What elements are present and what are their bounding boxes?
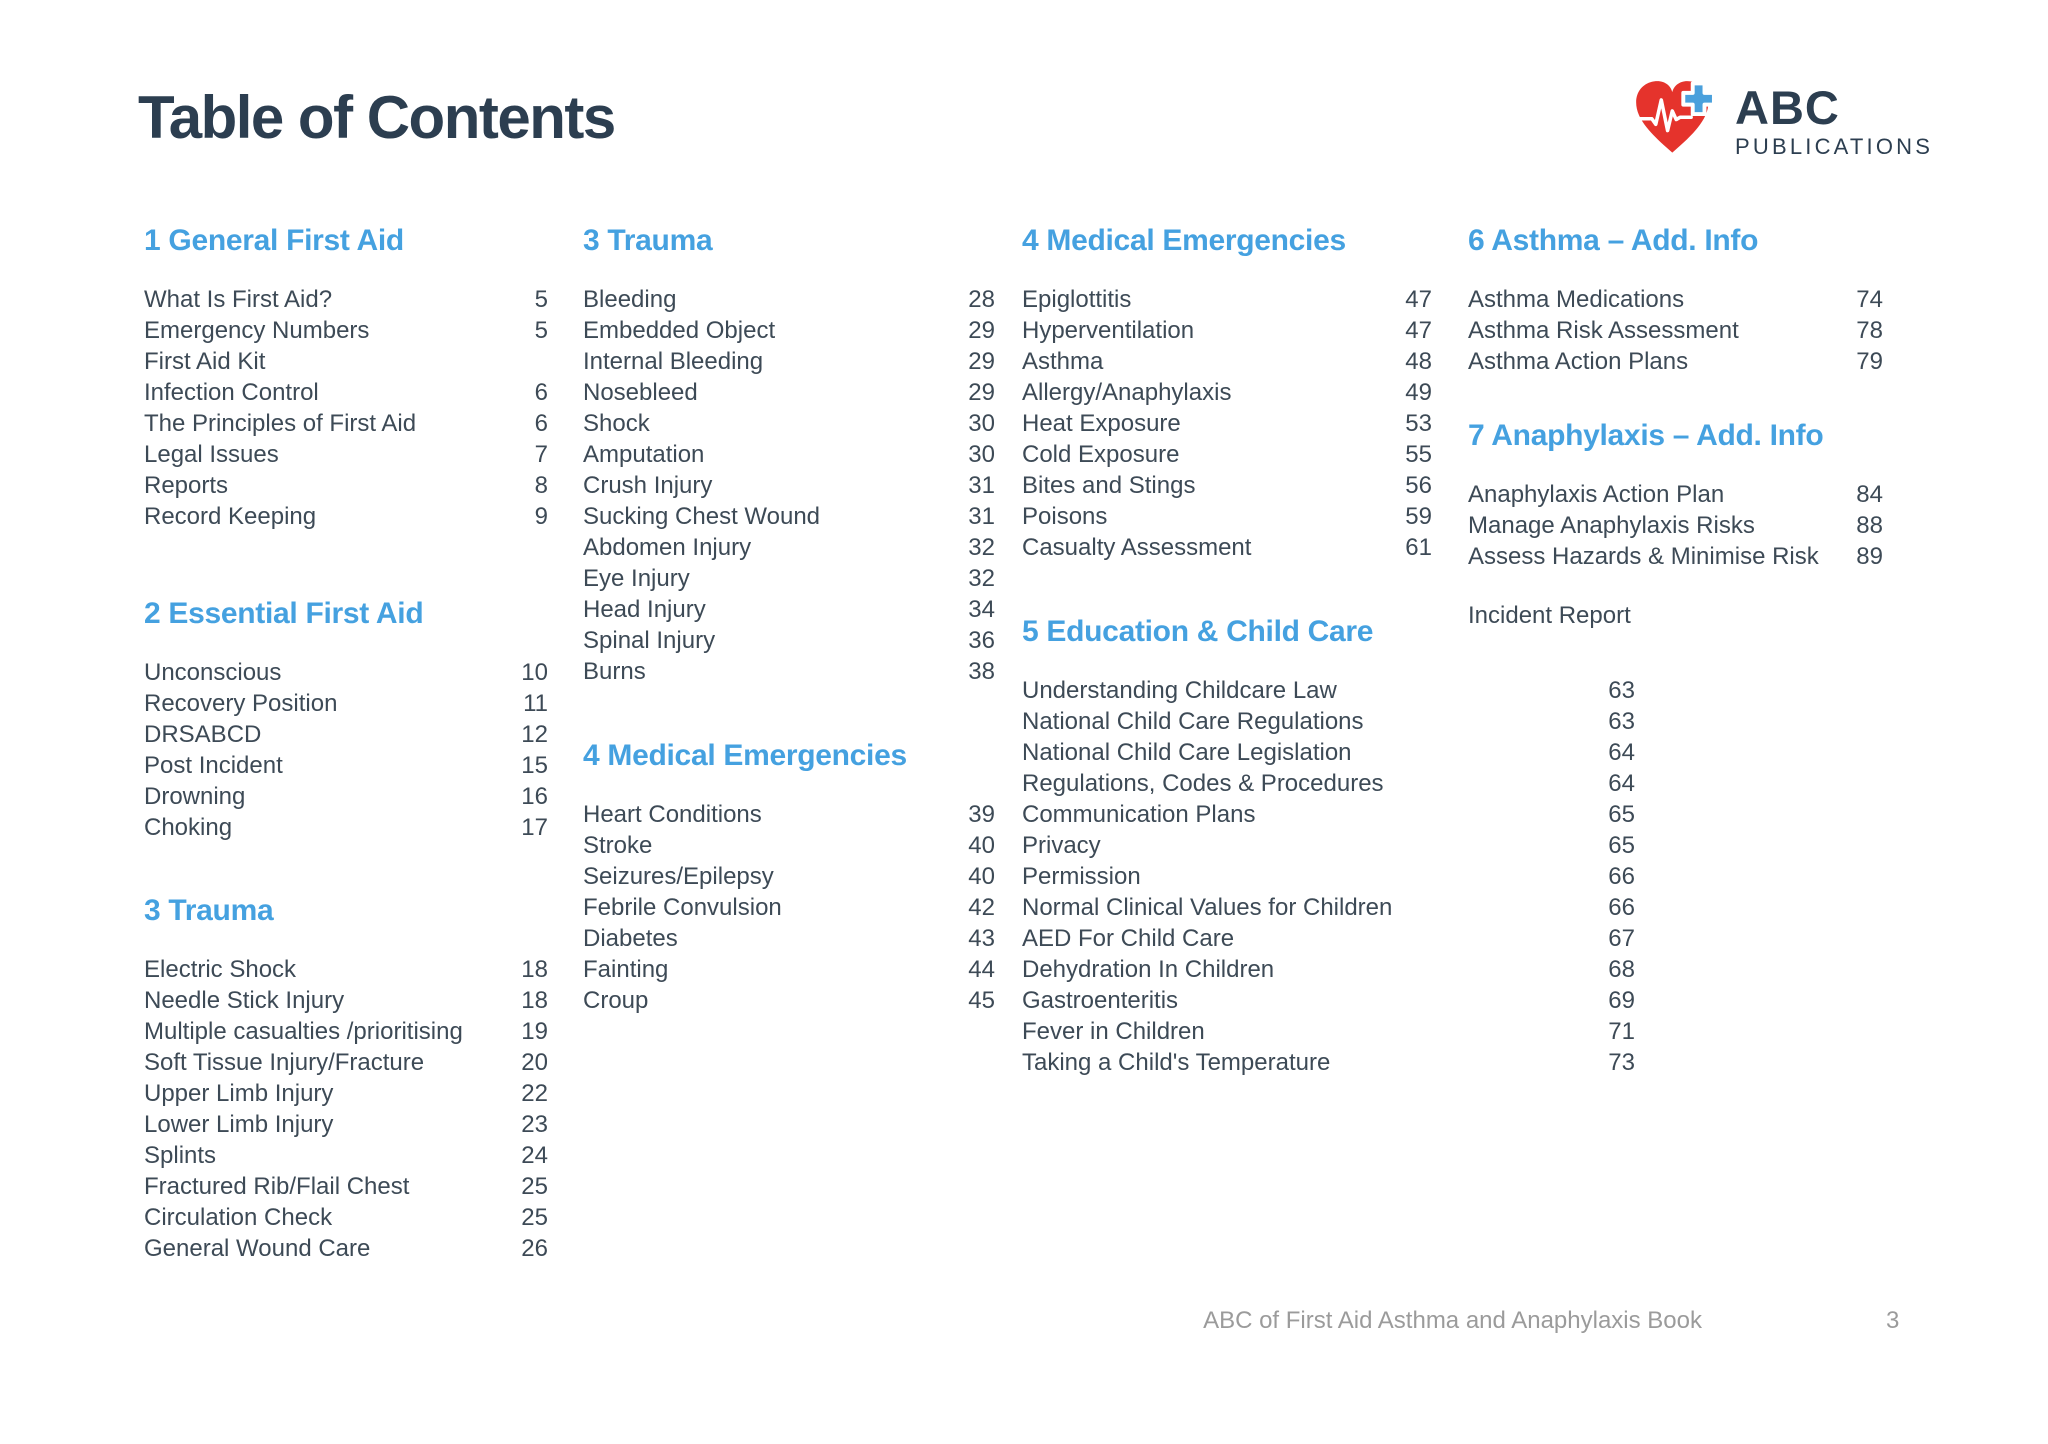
toc-entry-label: Spinal Injury	[583, 627, 716, 654]
toc-entry-page: 89	[1856, 543, 1883, 570]
toc-entry	[144, 439, 548, 470]
toc-entry	[144, 408, 548, 439]
toc-entry-page: 39	[968, 801, 995, 828]
toc-entry-page: 40	[968, 832, 995, 859]
section-heading: 7 Anaphylaxis – Add. Info	[1468, 419, 1824, 452]
toc-entry-label: Legal Issues	[144, 441, 279, 468]
toc-section	[144, 595, 548, 843]
toc-entry-page: 36	[968, 627, 995, 654]
toc-entry-page: 8	[534, 472, 548, 499]
toc-entry-page: 20	[521, 1049, 548, 1076]
toc-entry-label: Drowning	[144, 783, 246, 810]
toc-entry-label: Communication Plans	[1022, 801, 1256, 828]
toc-entry-label: National Child Care Legislation	[1022, 739, 1352, 766]
toc-entry	[144, 1140, 548, 1171]
toc-entry-label: Hyperventilation	[1022, 317, 1195, 344]
toc-entry-page: 23	[521, 1111, 548, 1138]
toc-section	[144, 892, 548, 1264]
toc-entry	[144, 1202, 548, 1233]
toc-entry-label: Bites and Stings	[1022, 472, 1196, 499]
toc-entry-page: 9	[534, 503, 548, 530]
toc-entry-page: 31	[968, 503, 995, 530]
toc-entry-label: Regulations, Codes & Procedures	[1022, 770, 1384, 797]
toc-section	[1468, 417, 1883, 572]
toc-entry	[144, 812, 548, 843]
publisher-logo	[1633, 72, 1933, 164]
toc-entry-page: 64	[1608, 739, 1635, 766]
section-heading: 5 Education & Child Care	[1022, 615, 1374, 648]
toc-entry	[144, 985, 548, 1016]
toc-entry	[1468, 600, 1883, 631]
toc-column	[1468, 222, 1883, 631]
toc-entry-page: 68	[1608, 956, 1635, 983]
toc-entry-label: Taking a Child's Temperature	[1022, 1049, 1331, 1076]
toc-entry-label: Stroke	[583, 832, 653, 859]
toc-entry	[144, 688, 548, 719]
toc-entry-page: 73	[1608, 1049, 1635, 1076]
toc-entry	[1022, 737, 1635, 768]
toc-entry	[1022, 768, 1635, 799]
toc-entry-label: Splints	[144, 1142, 217, 1169]
toc-entry	[1022, 830, 1635, 861]
toc-entry-page: 55	[1405, 441, 1432, 468]
toc-entry-page: 84	[1856, 481, 1883, 508]
section-heading: 3 Trauma	[583, 224, 713, 257]
toc-entry-label: Asthma Medications	[1468, 286, 1685, 313]
toc-entry-label: Amputation	[583, 441, 705, 468]
toc-entry	[583, 284, 995, 315]
toc-entry	[144, 781, 548, 812]
toc-entry	[1022, 892, 1635, 923]
toc-entry-label: Electric Shock	[144, 956, 297, 983]
toc-entry	[1022, 439, 1432, 470]
toc-entry	[144, 657, 548, 688]
toc-section	[144, 222, 548, 532]
toc-entry	[583, 656, 995, 687]
logo-text	[1735, 72, 1933, 160]
toc-entry-page: 42	[968, 894, 995, 921]
toc-section	[1022, 613, 1635, 1078]
toc-entry	[583, 985, 995, 1016]
toc-entry	[583, 532, 995, 563]
toc-entry-page: 61	[1405, 534, 1432, 561]
toc-entry	[583, 470, 995, 501]
toc-entry-label: Sucking Chest Wound	[583, 503, 821, 530]
toc-entry	[1022, 315, 1432, 346]
page-title: Table of Contents	[138, 84, 615, 151]
toc-entry-page: 18	[521, 956, 548, 983]
toc-entry-page: 44	[968, 956, 995, 983]
toc-entry	[1022, 985, 1635, 1016]
toc-entry-label: Casualty Assessment	[1022, 534, 1252, 561]
toc-entry	[1022, 408, 1432, 439]
toc-entry	[583, 408, 995, 439]
toc-entry-label: Infection Control	[144, 379, 319, 406]
toc-entry-label: Fever in Children	[1022, 1018, 1205, 1045]
toc-entry	[1022, 1047, 1635, 1078]
toc-entry-label: Circulation Check	[144, 1204, 333, 1231]
toc-entry-label: General Wound Care	[144, 1235, 371, 1262]
toc-entry-page: 22	[521, 1080, 548, 1107]
toc-entry-page: 78	[1856, 317, 1883, 344]
toc-entry-label: Burns	[583, 658, 646, 685]
section-heading: 1 General First Aid	[144, 224, 404, 257]
toc-entry-page: 47	[1405, 317, 1432, 344]
toc-entry	[144, 1233, 548, 1264]
toc-entry-label: Fractured Rib/Flail Chest	[144, 1173, 410, 1200]
toc-entry-label: Post Incident	[144, 752, 283, 779]
toc-entry-page: 74	[1856, 286, 1883, 313]
toc-entry	[1468, 346, 1883, 377]
toc-entry-page: 6	[534, 379, 548, 406]
toc-entry	[1022, 861, 1635, 892]
toc-entry-label: Asthma Risk Assessment	[1468, 317, 1739, 344]
toc-entry	[583, 501, 995, 532]
toc-entry-page: 69	[1608, 987, 1635, 1014]
toc-entry-page: 10	[521, 659, 548, 686]
toc-entry-page: 45	[968, 987, 995, 1014]
toc-entry-page: 26	[521, 1235, 548, 1262]
toc-entry	[144, 501, 548, 532]
toc-entry-label: Incident Report	[1468, 602, 1631, 629]
toc-entry-label: AED For Child Care	[1022, 925, 1235, 952]
toc-entry-page: 7	[534, 441, 548, 468]
toc-section	[1468, 600, 1883, 631]
toc-entry	[1468, 479, 1883, 510]
toc-entry-label: Privacy	[1022, 832, 1101, 859]
toc-entry-page: 32	[968, 534, 995, 561]
toc-entry-label: Lower Limb Injury	[144, 1111, 334, 1138]
toc-entry-page: 25	[521, 1204, 548, 1231]
toc-entry	[1022, 1016, 1635, 1047]
toc-entry	[144, 1078, 548, 1109]
toc-entry-page: 25	[521, 1173, 548, 1200]
toc-entry-page: 5	[534, 317, 548, 344]
toc-entry-label: Upper Limb Injury	[144, 1080, 334, 1107]
toc-entry-page: 19	[521, 1018, 548, 1045]
toc-entry	[583, 377, 995, 408]
toc-entry-label: The Principles of First Aid	[144, 410, 417, 437]
toc-column	[583, 222, 995, 1016]
toc-entry-label: DRSABCD	[144, 721, 262, 748]
toc-entry	[144, 1016, 548, 1047]
toc-entry	[1022, 799, 1635, 830]
toc-entry	[583, 923, 995, 954]
toc-entry-label: Diabetes	[583, 925, 678, 952]
toc-entry	[144, 719, 548, 750]
footer-book-title: ABC of First Aid Asthma and Anaphylaxis Book	[1203, 1307, 1702, 1334]
toc-entry-page: 17	[521, 814, 548, 841]
toc-entry	[1022, 532, 1432, 563]
toc-entry-page: 5	[534, 286, 548, 313]
toc-entry-label: Record Keeping	[144, 503, 317, 530]
toc-entry-label: Manage Anaphylaxis Risks	[1468, 512, 1755, 539]
toc-entry-page: 88	[1856, 512, 1883, 539]
toc-entry-label: Head Injury	[583, 596, 706, 623]
toc-entry	[1468, 284, 1883, 315]
toc-entry	[144, 1109, 548, 1140]
toc-entry	[1022, 675, 1635, 706]
toc-entry-label: Anaphylaxis Action Plan	[1468, 481, 1725, 508]
toc-entry-label: Croup	[583, 987, 649, 1014]
toc-entry-label: Crush Injury	[583, 472, 713, 499]
toc-entry-page: 12	[521, 721, 548, 748]
toc-entry-label: Internal Bleeding	[583, 348, 764, 375]
toc-entry	[583, 954, 995, 985]
toc-entry	[583, 830, 995, 861]
toc-entry-page: 29	[968, 317, 995, 344]
toc-entry-label: Emergency Numbers	[144, 317, 370, 344]
toc-entry-page: 28	[968, 286, 995, 313]
toc-entry-page: 30	[968, 410, 995, 437]
toc-entry-page: 11	[523, 690, 548, 717]
toc-entry	[1022, 954, 1635, 985]
section-heading: 6 Asthma – Add. Info	[1468, 224, 1759, 257]
toc-entry-label: Assess Hazards & Minimise Risk	[1468, 543, 1819, 570]
toc-entry-page: 67	[1608, 925, 1635, 952]
toc-entry	[583, 799, 995, 830]
toc-entry-label: First Aid Kit	[144, 348, 266, 375]
toc-entry	[583, 861, 995, 892]
toc-entry	[1022, 470, 1432, 501]
toc-entry-page: 53	[1405, 410, 1432, 437]
toc-entry	[144, 1047, 548, 1078]
toc-entry-label: Epiglottitis	[1022, 286, 1132, 313]
toc-entry	[144, 750, 548, 781]
toc-entry-page: 31	[968, 472, 995, 499]
toc-entry-page: 64	[1608, 770, 1635, 797]
toc-section	[1468, 222, 1883, 377]
toc-entry-page: 66	[1608, 863, 1635, 890]
toc-entry-page: 18	[521, 987, 548, 1014]
toc-entry-label: Febrile Convulsion	[583, 894, 782, 921]
toc-entry-page: 63	[1608, 677, 1635, 704]
toc-entry	[583, 439, 995, 470]
toc-entry	[1022, 284, 1432, 315]
heart-ecg-cross-icon	[1633, 72, 1721, 164]
toc-entry-page: 66	[1608, 894, 1635, 921]
toc-entry-page: 43	[968, 925, 995, 952]
toc-entry-label: Permission	[1022, 863, 1141, 890]
toc-entry-label: Dehydration In Children	[1022, 956, 1275, 983]
toc-entry	[144, 954, 548, 985]
toc-entry-label: Recovery Position	[144, 690, 338, 717]
toc-entry-label: Abdomen Injury	[583, 534, 752, 561]
toc-entry-page: 6	[534, 410, 548, 437]
toc-entry-label: Multiple casualties /prioritising	[144, 1018, 463, 1045]
toc-entry-label: Embedded Object	[583, 317, 776, 344]
toc-entry-label: Heart Conditions	[583, 801, 762, 828]
toc-entry-label: Normal Clinical Values for Children	[1022, 894, 1393, 921]
toc-entry	[144, 284, 548, 315]
toc-entry	[1022, 346, 1432, 377]
toc-entry-label: Gastroenteritis	[1022, 987, 1179, 1014]
logo-brand: ABC	[1735, 81, 1840, 134]
toc-entry-page: 47	[1405, 286, 1432, 313]
toc-entry-label: Nosebleed	[583, 379, 698, 406]
toc-column	[144, 222, 548, 1264]
toc-entry-page: 59	[1405, 503, 1432, 530]
toc-entry-page: 40	[968, 863, 995, 890]
toc-entry-page: 32	[968, 565, 995, 592]
toc-entry	[1022, 923, 1635, 954]
toc-entry-page: 24	[521, 1142, 548, 1169]
toc-entry-label: National Child Care Regulations	[1022, 708, 1364, 735]
toc-entry-page: 56	[1405, 472, 1432, 499]
toc-entry-page: 15	[521, 752, 548, 779]
toc-entry-label: Understanding Childcare Law	[1022, 677, 1337, 704]
toc-entry-label: Asthma	[1022, 348, 1104, 375]
toc-entry	[144, 377, 548, 408]
toc-entry-label: Heat Exposure	[1022, 410, 1181, 437]
toc-entry-label: Fainting	[583, 956, 669, 983]
toc-entry	[144, 470, 548, 501]
toc-entry-label: Bleeding	[583, 286, 677, 313]
toc-entry	[1022, 706, 1635, 737]
toc-entry-label: Cold Exposure	[1022, 441, 1180, 468]
toc-entry-label: Soft Tissue Injury/Fracture	[144, 1049, 425, 1076]
toc-entry	[583, 315, 995, 346]
footer-page-number: 3	[1886, 1307, 1900, 1334]
section-heading: 4 Medical Emergencies	[1022, 224, 1346, 257]
toc-entry	[144, 1171, 548, 1202]
toc-entry-label: Poisons	[1022, 503, 1108, 530]
toc-entry-label: Needle Stick Injury	[144, 987, 345, 1014]
toc-entry	[144, 315, 548, 346]
toc-entry-label: Asthma Action Plans	[1468, 348, 1689, 375]
toc-entry	[1468, 541, 1883, 572]
toc-entry	[1468, 510, 1883, 541]
toc-entry-page: 79	[1856, 348, 1883, 375]
toc-entry-page: 29	[968, 379, 995, 406]
toc-entry-page: 34	[968, 596, 995, 623]
toc-entry	[583, 625, 995, 656]
toc-entry-page: 71	[1608, 1018, 1635, 1045]
toc-section	[583, 737, 995, 1016]
logo-subtitle: PUBLICATIONS	[1735, 134, 1934, 159]
toc-entry-page: 30	[968, 441, 995, 468]
section-heading: 3 Trauma	[144, 894, 274, 927]
toc-entry-label: Shock	[583, 410, 650, 437]
toc-entry-page: 16	[521, 783, 548, 810]
toc-entry	[583, 563, 995, 594]
section-heading: 4 Medical Emergencies	[583, 739, 907, 772]
toc-entry-label: Choking	[144, 814, 233, 841]
toc-entry-label: Eye Injury	[583, 565, 690, 592]
toc-entry	[583, 892, 995, 923]
toc-entry-page: 63	[1608, 708, 1635, 735]
toc-entry	[583, 594, 995, 625]
section-heading: 2 Essential First Aid	[144, 597, 424, 630]
toc-entry-label: What Is First Aid?	[144, 286, 333, 313]
toc-entry-page: 49	[1405, 379, 1432, 406]
toc-entry-label: Seizures/Epilepsy	[583, 863, 774, 890]
toc-entry-page: 38	[968, 658, 995, 685]
toc-entry	[144, 346, 548, 377]
toc-entry-page: 65	[1608, 801, 1635, 828]
toc-entry-label: Unconscious	[144, 659, 282, 686]
toc-entry-page: 65	[1608, 832, 1635, 859]
toc-entry	[583, 346, 995, 377]
toc-entry-page: 48	[1405, 348, 1432, 375]
toc-entry	[1022, 501, 1432, 532]
toc-entry-page: 29	[968, 348, 995, 375]
toc-entry-label: Reports	[144, 472, 229, 499]
toc-entry	[1468, 315, 1883, 346]
toc-entry	[1022, 377, 1432, 408]
toc-entry-label: Allergy/Anaphylaxis	[1022, 379, 1232, 406]
toc-section	[583, 222, 995, 687]
